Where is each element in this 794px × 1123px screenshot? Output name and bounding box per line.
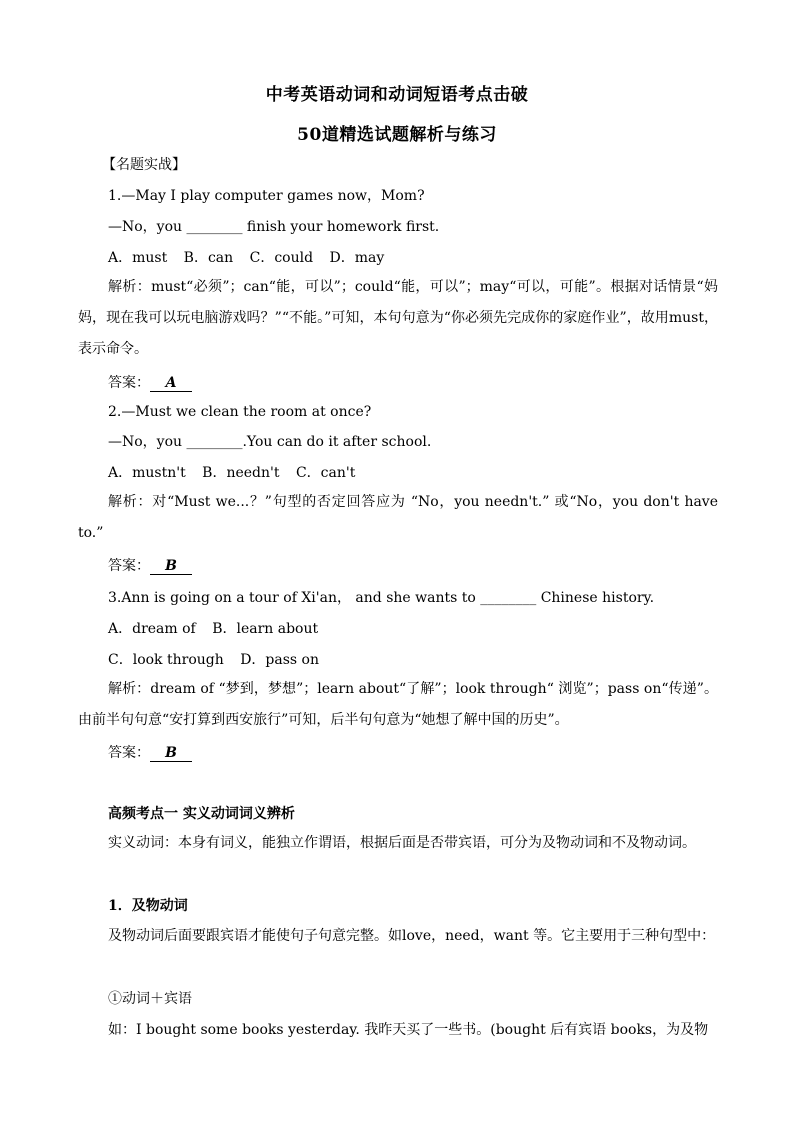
topic1-example: 如：I bought some books yesterday. 我昨天买了一些书。(bought 后有宾语 books，为及物 <box>108 1022 709 1038</box>
section-header: 【名题实战】 <box>102 157 186 173</box>
q1-option-b: B．can <box>183 250 234 266</box>
q3-options-row-1 <box>108 620 330 638</box>
q1-option-d: D．may <box>329 250 385 266</box>
q3-answer-value: B <box>150 745 192 762</box>
q3-stem: 3.Ann is going on a tour of Xi'an， and she wants to ________ Chinese history. <box>108 590 655 606</box>
q3-answer <box>108 744 192 762</box>
title-line-1: 中考英语动词和动词短语考点击破 <box>265 85 529 105</box>
q2-options <box>108 464 367 482</box>
q1-analysis: 解析：must“必须”；can“能，可以”；could“能，可以”；may“可以，可能”。根据对话情景“妈妈，现在我可以玩电脑游戏吗？”“不能。”可知，本句句意为“你必须先完成你的家庭作业”，故用must，表示命令。 <box>78 279 718 357</box>
q2-answer-label: 答案： <box>108 558 150 574</box>
q1-answer-value: A <box>150 375 192 392</box>
topic1-sub-text: 及物动词后面要跟宾语才能使句子句意完整。如love，need，want 等。它主要用于三种句型中： <box>108 928 716 944</box>
topic1-heading: 高频考点一 实义动词词义辨析 <box>108 806 295 822</box>
q2-answer <box>108 557 192 575</box>
q1-option-c: C．could <box>249 250 314 266</box>
q3-analysis: 解析：dream of “梦到，梦想”；learn about“了解”；look through“ 浏览”；pass on“传递”。由前半句句意“安打算到西安旅行”可知，后半句句意为“她想了解中国的历史”。 <box>78 681 718 728</box>
q1-answer <box>108 374 192 392</box>
q3-option-d: D．pass on <box>240 652 320 668</box>
q3-option-a: A．dream of <box>108 621 196 637</box>
q2-option-b: B．needn't <box>202 465 280 481</box>
title-line-2: 50道精选试题解析与练习 <box>297 125 497 145</box>
topic1-sub-heading: 1．及物动词 <box>108 898 188 914</box>
q2-stem: 2.—Must we clean the room at once? <box>108 404 372 420</box>
q3-option-b: B．learn about <box>212 621 319 637</box>
q2-answer-value: B <box>150 558 192 575</box>
q1-stem: 1.—May I play computer games now，Mom? <box>108 188 425 204</box>
topic1-pattern-1: ①动词＋宾语 <box>108 991 192 1007</box>
q3-option-c: C．look through <box>108 652 224 668</box>
q3-options-row-2 <box>108 651 331 669</box>
q1-option-a: A．must <box>108 250 168 266</box>
q1-reply: —No，you ________ finish your homework first. <box>108 219 440 235</box>
q1-answer-label: 答案： <box>108 375 150 391</box>
q2-option-c: C．can't <box>295 465 356 481</box>
q2-analysis: 解析：对“Must we...？”句型的否定回答应为 “No，you needn't.” 或“No，you don't have to.” <box>78 494 718 541</box>
q2-option-a: A．mustn't <box>108 465 186 481</box>
q3-answer-label: 答案： <box>108 745 150 761</box>
topic1-intro: 实义动词：本身有词义，能独立作谓语，根据后面是否带宾语，可分为及物动词和不及物动词。 <box>108 835 696 851</box>
q2-reply: —No，you ________.You can do it after school. <box>108 434 432 450</box>
q1-options <box>108 249 396 267</box>
